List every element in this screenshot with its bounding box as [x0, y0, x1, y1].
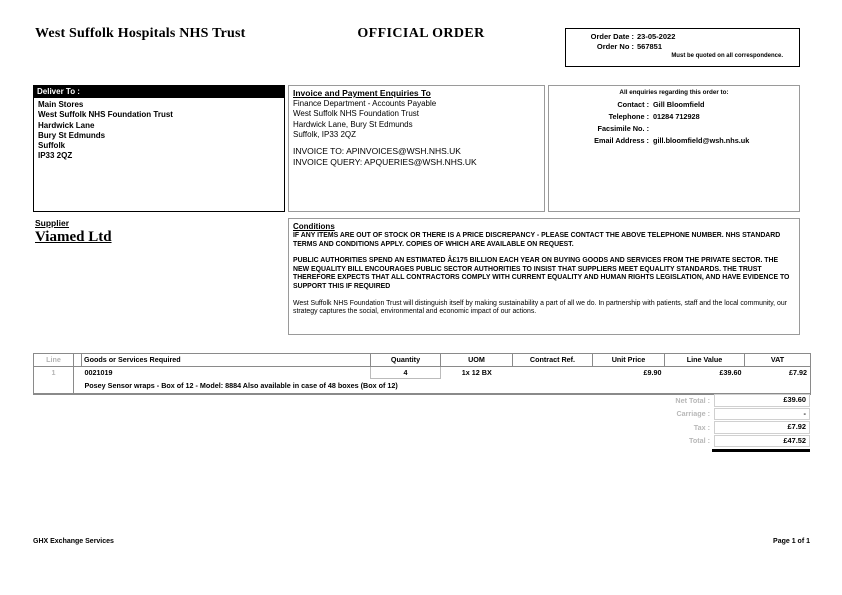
col-header-uom: UOM [441, 354, 513, 367]
order-items-table [33, 353, 811, 395]
contact-label: Contact : [617, 100, 649, 109]
contact-row [553, 99, 795, 111]
page-number: Page 1 of 1 [773, 538, 810, 545]
item-line-value: £39.60 [719, 368, 742, 377]
deliver-line: West Suffolk NHS Foundation Trust [38, 110, 173, 120]
col-header-goods: Goods or Services Required [82, 354, 371, 367]
order-date-label: Order Date : [590, 32, 634, 41]
contact-row [553, 111, 795, 123]
item-unit-price: £9.90 [643, 368, 662, 377]
deliver-line: Hardwick Lane [38, 120, 95, 130]
invoice-enquiries-box [288, 85, 545, 212]
col-header-line-value: Line Value [665, 354, 745, 367]
table-row [34, 367, 811, 379]
order-date-row [566, 32, 799, 42]
row-spacer [74, 367, 82, 379]
supplier-label: Supplier [35, 218, 70, 228]
carriage-row [590, 408, 810, 421]
col-header-vat: VAT [745, 354, 811, 367]
item-uom: 1x 12 BX [461, 368, 492, 377]
carriage-value: - [714, 408, 810, 421]
table-description-row [34, 379, 811, 395]
telephone-value: 01284 712928 [653, 112, 700, 121]
net-total-label: Net Total : [675, 395, 710, 405]
row-spacer [74, 379, 82, 395]
deliver-to-address [34, 98, 284, 164]
contact-value: Gill Bloomfield [653, 100, 705, 109]
order-no-row [566, 42, 799, 52]
invoice-address-line: Suffolk, IP33 2QZ [293, 129, 356, 139]
quote-note: Must be quoted on all correspondence. [671, 53, 783, 59]
total-underline [712, 449, 810, 452]
conditions-box [288, 218, 800, 335]
invoice-query-line: INVOICE QUERY: APQUERIES@WSH.NHS.UK [293, 157, 477, 168]
telephone-label: Telephone : [608, 112, 649, 121]
order-info-box [565, 28, 800, 67]
invoice-address-line: Hardwick Lane, Bury St Edmunds [293, 119, 413, 129]
contact-heading: All enquiries regarding this order to: [619, 89, 729, 96]
tax-value: £7.92 [714, 421, 810, 434]
supplier-name: Viamed Ltd [35, 229, 112, 245]
total-label: Total : [688, 436, 710, 446]
order-no-value: 567851 [637, 42, 663, 51]
tax-row [590, 421, 810, 434]
conditions-paragraph: IF ANY ITEMS ARE OUT OF STOCK OR THERE IS A PRICE DISCREPANCY - PLEASE CONTACT THE ABOVE TELEPHONE NUMBER. NHS STANDARD TERMS AND CONDITIONS APPLY. COPIES OF WHICH ARE AVAILABLE ON REQUEST. [293, 232, 781, 248]
totals-block [590, 394, 810, 452]
order-date-value: 23-05-2022 [637, 32, 676, 41]
deliver-line: Suffolk [38, 141, 66, 151]
email-label: Email Address : [594, 136, 649, 145]
item-description: Posey Sensor wraps - Box of 12 - Model: 8884 Also available in case of 48 boxes (Box of 12) [84, 381, 398, 390]
contact-box [548, 85, 800, 212]
conditions-paragraph: PUBLIC AUTHORITIES SPEND AN ESTIMATED Â£175 BILLION EACH YEAR ON BUYING GOODS AND SERVICES FROM THE PRIVATE SECTOR. THE NEW EQUALITY BILL ENCOURAGES PUBLIC SECTOR AUTHORITIES TO INSIST THAT SUPPLIERS MEET EQUALITY STANDARDS. THE TRUST THEREFORE EXPECTS THAT ALL CONTRACTORS COMPLY WITH CURRENT EQUALITY AND HUMAN RIGHTS LEGISLATION, AND HAVE EVIDENCE TO SUPPORT THIS IF REQUIRED [293, 257, 790, 290]
invoice-email-block [293, 146, 540, 168]
supplier-block [35, 218, 112, 246]
deliver-line: IP33 2QZ [38, 151, 73, 161]
tax-label: Tax : [693, 422, 710, 432]
facsimile-value [649, 123, 795, 135]
col-header-quantity: Quantity [371, 354, 441, 367]
conditions-heading: Conditions [293, 222, 335, 231]
contact-row [553, 123, 795, 135]
invoice-address-line: Finance Department - Accounts Payable [293, 99, 437, 108]
order-no-label: Order No : [596, 42, 634, 51]
carriage-label: Carriage : [676, 409, 710, 419]
net-total-row [590, 394, 810, 407]
net-total-value: £39.60 [714, 394, 810, 407]
deliver-line: Bury St Edmunds [38, 130, 106, 140]
trust-name: West Suffolk Hospitals NHS Trust [35, 26, 246, 41]
table-header-row [34, 354, 811, 367]
page-title: OFFICIAL ORDER [357, 26, 485, 41]
item-code: 0021019 [84, 368, 113, 377]
contact-row [553, 135, 795, 147]
page-footer [33, 538, 810, 545]
email-value: gill.bloomfield@wsh.nhs.uk [653, 136, 750, 145]
col-header-line: Line [34, 354, 74, 367]
col-header-contract-ref: Contract Ref. [513, 354, 593, 367]
total-value: £47.52 [714, 435, 810, 448]
col-header-spacer [74, 354, 82, 367]
item-quantity: 4 [371, 367, 441, 379]
footer-service-name: GHX Exchange Services [33, 538, 114, 545]
invoice-enquiries-heading: Invoice and Payment Enquiries To [293, 88, 431, 98]
deliver-line: Main Stores [38, 100, 84, 109]
facsimile-label: Facsimile No. : [597, 124, 649, 133]
invoice-to-line: INVOICE TO: APINVOICES@WSH.NHS.UK [293, 146, 461, 157]
item-vat: £7.92 [789, 368, 807, 377]
conditions-paragraph: West Suffolk NHS Foundation Trust will distinguish itself by making sustainability a part of all we do. In partnership with patients, staff and the local community, our strategy captures the social, environmental and economic impact of our actions. [293, 299, 787, 316]
total-row [590, 435, 810, 448]
invoice-address-line: West Suffolk NHS Foundation Trust [293, 109, 419, 119]
line-number: 1 [34, 367, 74, 379]
deliver-to-header: Deliver To : [34, 86, 284, 98]
item-contract-ref [513, 367, 593, 379]
row-spacer [34, 379, 74, 395]
deliver-to-box [33, 85, 285, 212]
col-header-unit-price: Unit Price [593, 354, 665, 367]
